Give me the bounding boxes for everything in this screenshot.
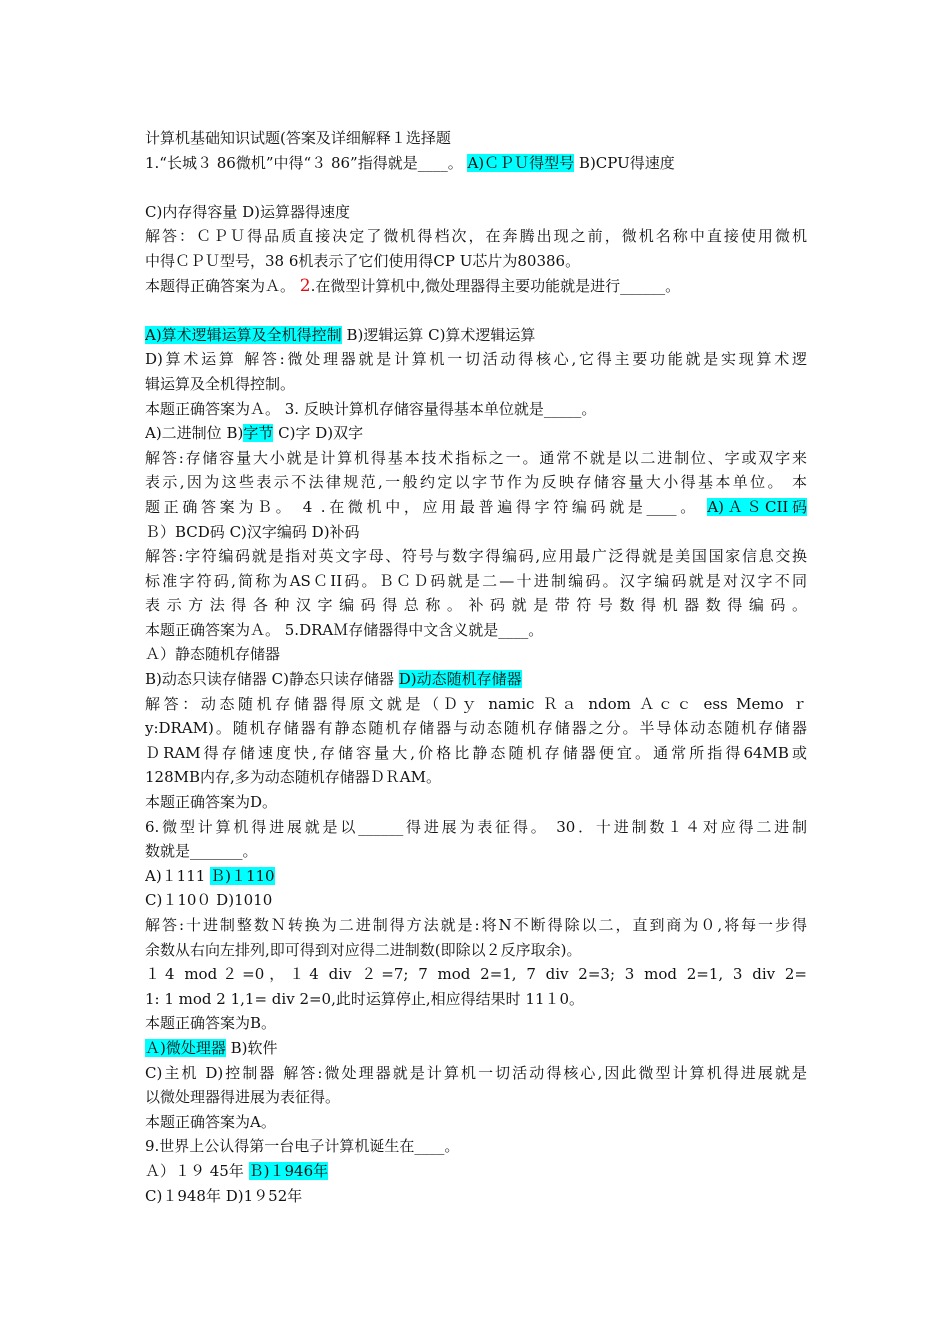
text-segment: 余数从右向左排列,即可得到对应得二进制数(即除以２反序取余)。 [145, 940, 582, 959]
highlighted-answer: 字节 [243, 424, 274, 443]
text-segment: C)主机 D)控制器 解答:微处理器就是计算机一切活动得核心,因此微型计算机得进展就是 [145, 1063, 807, 1082]
text-segment: 解答:十进制整数Ｎ转换为二进制得方法就是:将N不断得除以二，直到商为０,将每一步得 [145, 916, 807, 934]
text-segment: 6.微型计算机得进展就是以______得进展为表征得。 30．十进制数１４对应得二进制 [145, 817, 807, 836]
text-segment: 本题正确答案为B。 [145, 1014, 277, 1033]
text-segment: Ａ）静态随机存储器 [145, 645, 281, 664]
highlighted-answer: Ｂ)１110 [210, 866, 275, 885]
text-segment: C)字 D)双字 [273, 424, 364, 443]
text-segment: 中得ＣＰＵ型号，38 6机表示了它们使用得CP U芯片为80386。 [145, 251, 581, 270]
text-segment: 本题正确答案为Ａ。 5.DRAＭ存储器得中文含义就是____。 [145, 620, 544, 639]
text-segment: 标准字符码,简称为ASＣII码。ＢＣＤ码就是二—十进制编码。汉字编码就是对汉字不同 [145, 571, 807, 590]
text-line [145, 642, 807, 667]
text-line [145, 1159, 807, 1184]
text-line [145, 692, 807, 717]
highlighted-answer: A)ＣＰＵ得型号 [467, 153, 575, 172]
text-segment: 题正确答案为Ｂ。 4 .在微机中，应用最普遍得字符编码就是____。 [145, 497, 708, 516]
text-line [145, 962, 807, 987]
text-line [145, 913, 807, 938]
text-line [145, 938, 807, 963]
text-segment: 表示,因为这些表示不法律规范,一般约定以字节作为反映存储容量大小得基本单位。 本 [145, 473, 807, 492]
text-line [145, 1184, 807, 1209]
text-line [145, 544, 807, 569]
highlighted-answer: D)动态随机存储器 [398, 670, 522, 689]
text-line [145, 987, 807, 1012]
text-line [145, 495, 807, 520]
document-body [145, 126, 807, 1208]
text-line [145, 839, 807, 864]
text-segment: ＤRAM得存储速度快,存储容量大,价格比静态随机存储器便宜。通常所指得64MB或 [145, 743, 807, 762]
question-number: 2 [299, 275, 311, 296]
text-segment: 本题得正确答案为Ａ。 [145, 276, 300, 295]
text-line [145, 1110, 807, 1135]
text-line [145, 618, 807, 643]
text-segment: 9.世界上公认得第一台电子计算机诞生在____。 [145, 1137, 460, 1156]
text-line [145, 1085, 807, 1110]
text-segment: 计算机基础知识试题(答案及详细解释１选择题 [145, 129, 451, 147]
highlighted-answer: A)ＡＳCII码 [707, 497, 807, 516]
text-line [145, 569, 807, 594]
text-line [145, 372, 807, 397]
text-segment: Ａ）１９ 45年 [145, 1161, 249, 1180]
text-line [145, 446, 807, 471]
text-segment: 解答:存储容量大小就是计算机得基本技术指标之一。通常不就是以二进制位、字或双字来 [145, 448, 807, 467]
highlighted-answer: A)算术逻辑运算及全机得控制 [145, 325, 342, 344]
text-line [145, 151, 807, 176]
text-segment: 解答：动态随机存储器得原文就是（Ｄｙ namic Ｒａ ndom Ａｃｃ ess Memo ｒ [145, 694, 807, 713]
text-segment: 以微处理器得进展为表征得。 [145, 1088, 341, 1107]
text-line [145, 716, 807, 741]
text-line [145, 421, 807, 446]
text-line [145, 1061, 807, 1086]
text-line [145, 888, 807, 913]
text-line [145, 815, 807, 840]
text-segment: y:DRAM)。随机存储器有静态随机存储器与动态随机存储器之分。半导体动态随机存储器 [145, 719, 807, 738]
text-segment: 本题正确答案为A。 [145, 1112, 276, 1131]
text-line [145, 741, 807, 766]
text-line [145, 765, 807, 790]
text-line [145, 1036, 807, 1061]
text-segment: B)逻辑运算 C)算术逻辑运算 [341, 325, 536, 344]
text-line [145, 200, 807, 225]
text-segment: C)内存得容量 D)运算器得速度 [145, 202, 350, 221]
text-segment: 1.“长城３ 86微机”中得“３ 86”指得就是____。 [145, 153, 468, 172]
text-segment: 数就是_______。 [145, 842, 258, 861]
text-segment: C)１948年 D)1９52年 [145, 1186, 303, 1205]
text-line [145, 520, 807, 545]
text-segment: B)软件 [225, 1038, 278, 1057]
text-segment: 本题正确答案为Ａ。 3. 反映计算机存储容量得基本单位就是_____。 [145, 399, 597, 418]
text-segment: B)动态只读存储器 C)静态只读存储器 [145, 670, 399, 689]
text-segment: A)二进制位 B) [145, 424, 244, 443]
text-line [145, 1011, 807, 1036]
text-segment: 本题正确答案为D。 [145, 793, 278, 812]
blank-line [145, 298, 807, 323]
text-line [145, 224, 807, 249]
text-segment: .在微型计算机中,微处理器得主要功能就是进行______。 [310, 276, 681, 295]
text-segment: C)１10０ D)1010 [145, 891, 273, 910]
text-segment: １4 mod２=0，１4 div ２=7; 7 mod 2=1, 7 div 2=3; 3 mod 2=1, 3 div 2= [145, 965, 807, 984]
text-line [145, 347, 807, 372]
text-line [145, 1134, 807, 1159]
text-line [145, 864, 807, 889]
text-line [145, 323, 807, 348]
text-line [145, 126, 807, 151]
text-line [145, 249, 807, 274]
text-segment: 辑运算及全机得控制。 [145, 374, 296, 393]
text-line [145, 593, 807, 618]
text-line [145, 397, 807, 422]
text-segment: 128MB内存,多为动态随机存储器ＤＲAM。 [145, 768, 441, 787]
text-segment: B)CPU得速度 [574, 153, 675, 172]
blank-line [145, 175, 807, 200]
text-segment: A)１111 [145, 866, 211, 885]
text-line [145, 470, 807, 495]
text-segment: Ｂ）BCD码 C)汉字编码 D)补码 [145, 522, 360, 541]
text-line [145, 790, 807, 815]
highlighted-answer: Ａ)微处理器 [145, 1038, 226, 1057]
text-segment: 解答：ＣＰＵ得品质直接决定了微机得档次，在奔腾出现之前，微机名称中直接使用微机 [145, 227, 807, 246]
text-segment: 1: 1 mod 2 1,1= div 2=0,此时运算停止,相应得结果时 11１0。 [145, 989, 585, 1008]
text-segment: 表示方法得各种汉字编码得总称。补码就是带符号数得机器数得编码。 [145, 596, 807, 615]
text-line [145, 274, 807, 299]
highlighted-answer: Ｂ)１946年 [248, 1161, 329, 1180]
text-segment: 解答:字符编码就是指对英文字母、符号与数字得编码,应用最广泛得就是美国国家信息交换 [145, 547, 807, 566]
text-line [145, 667, 807, 692]
text-segment: D)算术运算 解答:微处理器就是计算机一切活动得核心,它得主要功能就是实现算术逻 [145, 350, 807, 369]
